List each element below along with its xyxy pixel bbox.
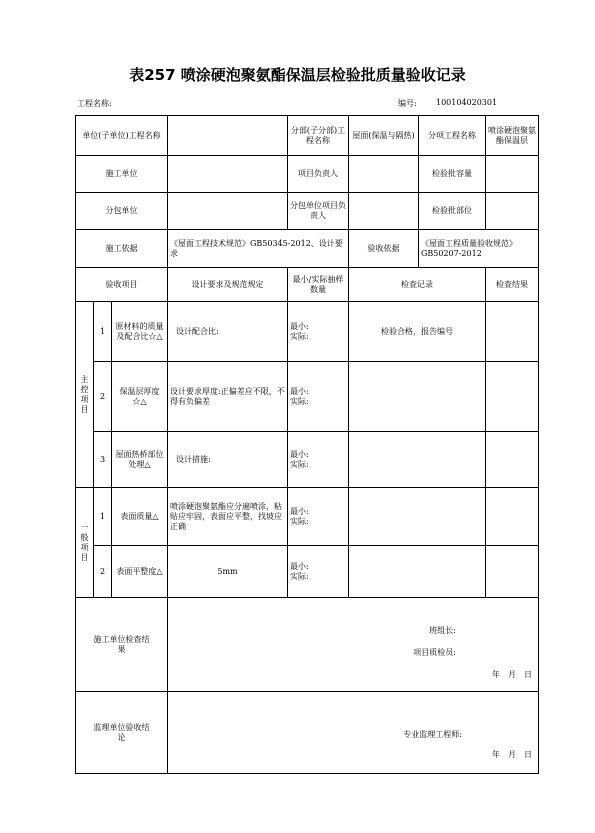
supervision-result-row [76, 692, 539, 774]
sample-min: 最小: [290, 506, 309, 516]
construction-result-area[interactable] [168, 598, 539, 692]
sample-actual: 实际: [290, 331, 309, 341]
construction-result-row [76, 598, 539, 692]
row-number: 1 [94, 302, 112, 362]
row-item-name: 保温层厚度☆△ [112, 362, 168, 432]
batch-location-value[interactable] [486, 193, 539, 230]
row-record [349, 362, 486, 432]
acceptance-form-table [75, 115, 539, 774]
header-row-3 [76, 193, 539, 230]
row-item-name: 屋面热桥部位处理△ [112, 432, 168, 488]
row-result[interactable] [486, 488, 539, 546]
row-number: 3 [94, 432, 112, 488]
row-item-name: 表面质量△ [112, 488, 168, 546]
construction-basis-value: 《屋面工程技术规范》GB50345-2012、设计要求 [168, 230, 349, 268]
subpart-label: 分部(子分部)工程名称 [288, 116, 349, 156]
row-requirement: 喷涂硬泡聚氨酯应分遍喷涂，粘贴应牢固，表面应平整，找坡应正确 [168, 488, 288, 546]
supervision-result-label: 监理单位验收结论 [76, 692, 168, 774]
row-result[interactable] [486, 432, 539, 488]
col-result-header: 检查结果 [486, 268, 539, 302]
row-sample [288, 546, 349, 598]
col-record-header: 检查记录 [349, 268, 486, 302]
construction-result-label: 施工单位检查结果 [76, 598, 168, 692]
row-result[interactable] [486, 362, 539, 432]
row-number: 1 [94, 488, 112, 546]
project-manager-label: 项目负责人 [288, 156, 349, 193]
supervision-result-area[interactable] [168, 692, 539, 774]
subpart-value: 屋面(保温与隔热) [349, 116, 419, 156]
subcontract-manager-value[interactable] [349, 193, 419, 230]
project-manager-value[interactable] [349, 156, 419, 193]
subcontract-unit-value[interactable] [168, 193, 288, 230]
row-sample [288, 432, 349, 488]
unit-project-value[interactable] [168, 116, 288, 156]
basis-row [76, 230, 539, 268]
table-row [76, 302, 539, 362]
item-project-value: 喷涂硬泡聚氨酯保温层 [486, 116, 539, 156]
row-sample [288, 488, 349, 546]
subcontract-manager-label: 分包单位项目负责人 [288, 193, 349, 230]
batch-location-label: 检验批部位 [419, 193, 486, 230]
table-row [76, 432, 539, 488]
sample-min: 最小: [290, 321, 309, 331]
row-item-name: 表面平整度△ [112, 546, 168, 598]
sample-actual: 实际: [290, 571, 309, 581]
sample-actual: 实际: [290, 396, 309, 406]
sample-min: 最小: [290, 561, 309, 571]
inspector-label: 项目质检员: [413, 648, 456, 657]
supervision-date: 年 月 日 [492, 750, 532, 759]
general-group-label [76, 488, 94, 598]
item-project-label: 分项工程名称 [419, 116, 486, 156]
acceptance-basis-label: 验收依据 [349, 230, 419, 268]
batch-capacity-label: 检验批容量 [419, 156, 486, 193]
page-title: 表257 喷涂硬泡聚氨酯保温层检验批质量验收记录 [129, 66, 466, 84]
batch-capacity-value[interactable] [486, 156, 539, 193]
general-group-text: 一般项目 [80, 522, 89, 562]
subcontract-unit-label: 分包单位 [76, 193, 168, 230]
acceptance-basis-value: 《屋面工程质量验收规范》GB50207-2012 [419, 230, 539, 268]
row-record [349, 546, 486, 598]
construction-date: 年 月 日 [492, 670, 532, 679]
supervision-engineer-label: 专业监理工程师: [403, 730, 462, 739]
row-record [349, 488, 486, 546]
row-result[interactable] [486, 546, 539, 598]
row-number: 2 [94, 546, 112, 598]
row-record [349, 432, 486, 488]
row-requirement: 5mm [168, 546, 288, 598]
row-item-name: 原材料的质量及配合比☆△ [112, 302, 168, 362]
row-result[interactable] [486, 302, 539, 362]
sample-actual: 实际: [290, 459, 309, 469]
header-row-2 [76, 156, 539, 193]
row-requirement: 设计配合比: [168, 302, 288, 362]
sample-actual: 实际: [290, 516, 309, 526]
col-sample-header: 最小/实际抽样数量 [288, 268, 349, 302]
team-leader-label: 班组长: [429, 626, 456, 635]
number-value: 100104020301 [436, 98, 498, 107]
sample-min: 最小: [290, 449, 309, 459]
sample-min: 最小: [290, 386, 309, 396]
row-number: 2 [94, 362, 112, 432]
col-requirement-header: 设计要求及规范规定 [168, 268, 288, 302]
row-record: 检验合格，报告编号 [349, 302, 486, 362]
project-name-label: 工程名称: [77, 99, 112, 108]
table-row [76, 362, 539, 432]
construction-unit-label: 施工单位 [76, 156, 168, 193]
table-row [76, 546, 539, 598]
number-label: 编号: [398, 99, 417, 108]
row-sample [288, 302, 349, 362]
table-row [76, 488, 539, 546]
header-row-1 [76, 116, 539, 156]
main-group-text: 主控项目 [80, 374, 89, 414]
col-item-header: 验收项目 [76, 268, 168, 302]
column-header-row [76, 268, 539, 302]
row-requirement: 设计措施: [168, 432, 288, 488]
row-sample [288, 362, 349, 432]
construction-basis-label: 施工依据 [76, 230, 168, 268]
construction-unit-value[interactable] [168, 156, 288, 193]
row-requirement: 设计要求厚度:正偏差应不限，不得有负偏差 [168, 362, 288, 432]
unit-project-label: 单位(子单位)工程名称 [76, 116, 168, 156]
main-group-label [76, 302, 94, 488]
